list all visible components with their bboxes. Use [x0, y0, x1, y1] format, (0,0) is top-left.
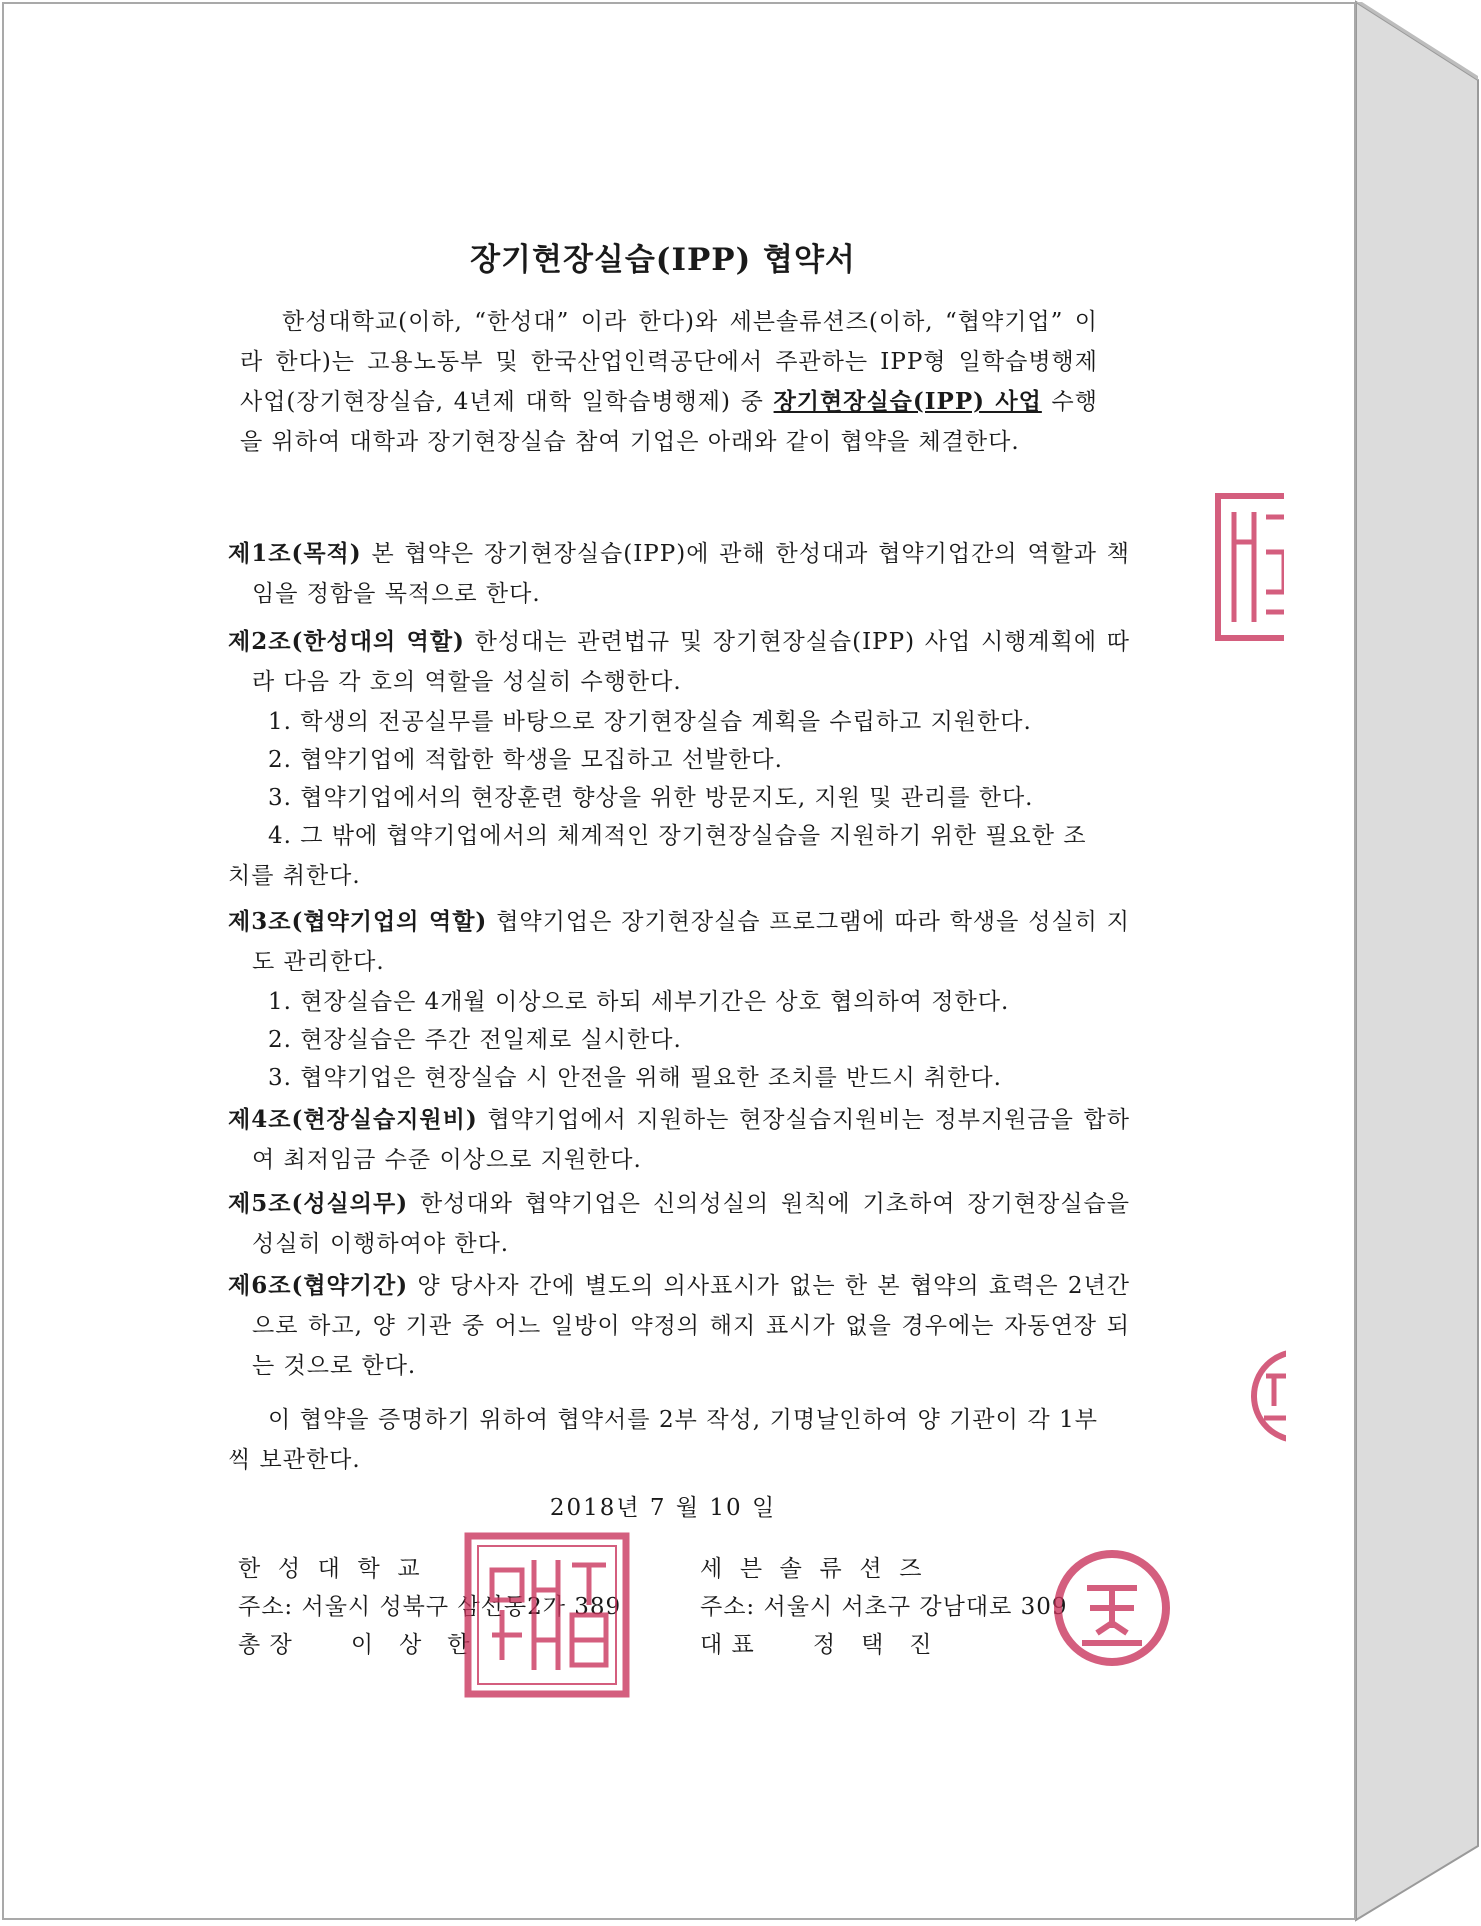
article-6	[228, 1266, 1130, 1386]
intro-text-after: 수행을 위하여 대학과 장기현장실습 참여 기업은 아래와 같이 협약을 체결한다.	[240, 389, 1098, 455]
article-heading: 제3조(협약기업의 역할)	[228, 908, 488, 935]
article-heading: 제4조(현장실습지원비)	[228, 1106, 478, 1133]
closing-paragraph: 이 협약을 증명하기 위하여 협약서를 2부 작성, 기명날인하여 양 기관이 각 1부씩 보관한다.	[228, 1407, 1098, 1473]
company-seal-stamp	[1052, 1548, 1172, 1668]
article-2	[228, 622, 1130, 702]
article-body: 협약기업에서 지원하는 현장실습지원비는 정부지원금을 합하여 최저임금 수준 이상으로 지원한다.	[252, 1107, 1130, 1173]
margin-round-seal-stamp	[1246, 1346, 1286, 1446]
document-title: 장기현장실습(IPP) 협약서	[470, 242, 856, 278]
article-body: 협약기업은 장기현장실습 프로그램에 따라 학생을 성실히 지도 관리한다.	[252, 909, 1130, 975]
article-body: 본 협약은 장기현장실습(IPP)에 관해 한성대과 협약기업간의 역할과 책임을 정함을 목적으로 한다.	[252, 541, 1130, 607]
article-3	[228, 902, 1130, 982]
article2-item-1: 1. 학생의 전공실무를 바탕으로 장기현장실습 계획을 수립하고 지원한다.	[268, 709, 1032, 735]
article-5	[228, 1184, 1130, 1264]
article-heading: 제6조(협약기간)	[228, 1272, 409, 1299]
margin-seal-stamp	[1214, 492, 1284, 642]
article2-item-3: 3. 협약기업에서의 현장훈련 향상을 위한 방문지도, 지원 및 관리를 한다.	[268, 785, 1034, 811]
article3-item-3: 3. 협약기업은 현장실습 시 안전을 위해 필요한 조치를 반드시 취한다.	[268, 1065, 1002, 1091]
signing-date: 2018년 7 월 10 일	[549, 1495, 777, 1521]
article3-item-1: 1. 현장실습은 4개월 이상으로 하되 세부기간은 상호 협의하여 정한다.	[268, 989, 1010, 1015]
article-heading: 제1조(목적)	[228, 540, 362, 567]
left-party-representative: 총 장 이 상 한	[238, 1632, 471, 1658]
intro-text-before: 한성대학교(이하, “한성대” 이라 한다)와 세븐솔류션즈(이하, “협약기업” 이라 한다)는 고용노동부 및 한국산업인력공단에서 주관하는 IPP형 일학습병행제 사업(장기현장실습, 4년제 대학 일학습병행제) 중	[240, 309, 1098, 415]
article-body: 한성대는 관련법규 및 장기현장실습(IPP) 사업 시행계획에 따라 다음 각 호의 역할을 성실히 수행한다.	[252, 629, 1130, 695]
right-party-name: 세 븐 솔 류 션 즈	[700, 1556, 923, 1582]
article-4	[228, 1100, 1130, 1180]
right-party-representative: 대 표 정 택 진	[700, 1632, 933, 1658]
intro-underlined: 장기현장실습(IPP) 사업	[773, 388, 1042, 415]
article-heading: 제2조(한성대의 역할)	[228, 628, 465, 655]
article-body: 한성대와 협약기업은 신의성실의 원칙에 기초하여 장기현장실습을 성실히 이행하여야 한다.	[252, 1191, 1130, 1257]
article2-item-2: 2. 협약기업에 적합한 학생을 모집하고 선발한다.	[268, 747, 783, 773]
article2-item-4: 4. 그 밖에 협약기업에서의 체계적인 장기현장실습을 지원하기 위한 필요한 조치를 취한다.	[228, 823, 1087, 889]
article3-item-2: 2. 현장실습은 주간 전일제로 실시한다.	[268, 1027, 682, 1053]
intro-paragraph	[240, 302, 1098, 462]
university-seal-stamp	[462, 1530, 632, 1700]
article-1	[228, 534, 1130, 614]
left-party-address: 주소: 서울시 성북구 삼선동2가 389	[238, 1594, 622, 1620]
right-party-address: 주소: 서울시 서초구 강남대로 309	[700, 1594, 1068, 1620]
article-heading: 제5조(성실의무)	[228, 1190, 409, 1217]
left-party-name: 한 성 대 학 교	[238, 1556, 421, 1582]
article-body: 양 당사자 간에 별도의 의사표시가 없는 한 본 협약의 효력은 2년간으로 하고, 양 기관 중 어느 일방이 약정의 해지 표시가 없을 경우에는 자동연장 되는 것으로 한다.	[252, 1273, 1130, 1379]
